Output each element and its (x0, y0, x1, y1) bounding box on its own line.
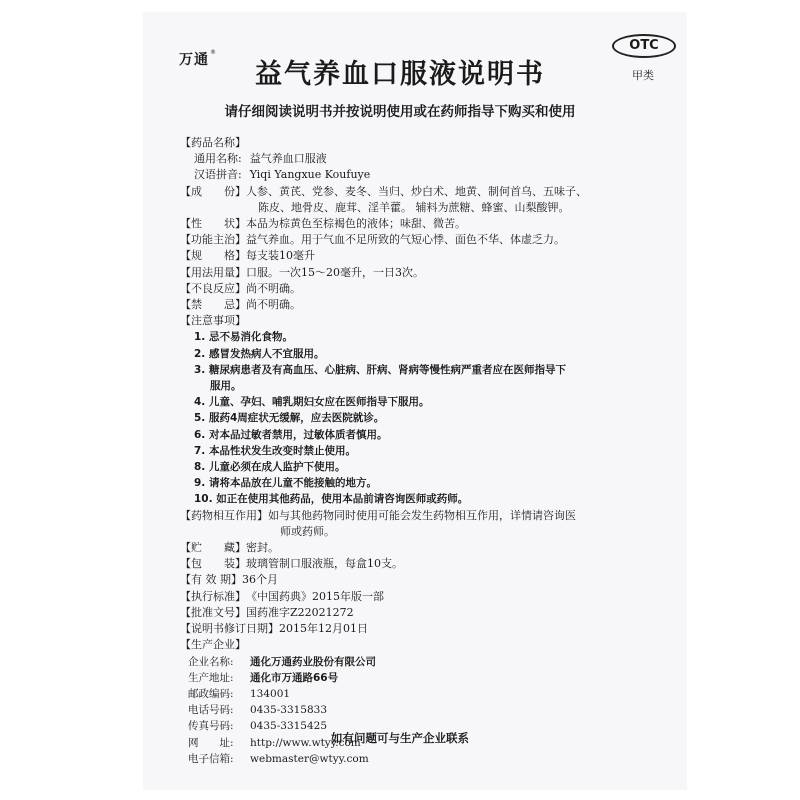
precaution-item: 10. 如正在使用其他药品，使用本品前请咨询医师或药师。 (194, 493, 469, 506)
precaution-item: 3. 糖尿病患者及有高血压、心脏病、肝病、肾病等慢性病严重者应在医师指导下 (194, 363, 566, 376)
interaction-row-cont: 师或药师。 (280, 524, 335, 538)
precaution-item: 8. 儿童必须在成人监护下使用。 (194, 461, 346, 474)
drug-name-header: 【药品名称】 (180, 136, 246, 149)
interaction-row: 【药物相互作用】 如与其他药物同时使用可能会发生药物相互作用，详情请咨询医 (180, 508, 576, 522)
ingredients-row: 【成 份】 人参、黄芪、党参、麦冬、当归、炒白术、地黄、制何首乌、五味子、 (180, 184, 587, 198)
precaution-item: 1. 忌不易消化食物。 (194, 331, 293, 344)
page-subtitle: 请仔细阅读说明书并按说明使用或在药师指导下购买和使用 (224, 104, 576, 120)
package-row: 【包 装】 玻璃管制口服液瓶，每盒10支。 (180, 557, 403, 571)
dosage-row: 【用法用量】 口服。一次15～20毫升，一日3次。 (180, 265, 424, 279)
contraindications-row: 【禁 忌】 尚不明确。 (180, 298, 301, 312)
ingredients-row-cont: 陈皮、地骨皮、鹿茸、淫羊藿。 辅料为蔗糖、蜂蜜、山梨酸钾。 (258, 200, 570, 214)
manufacturer-header: 【生产企业】 (180, 638, 246, 652)
footer-contact: 如有问题可与生产企业联系 (331, 731, 469, 745)
indications-row: 【功能主治】 益气养血。用于气血不足所致的气短心悸、面色不华、体虚乏力。 (180, 233, 565, 247)
precaution-item: 7. 本品性状发生改变时禁止使用。 (194, 444, 356, 457)
precaution-item: 2. 感冒发热病人不宜服用。 (194, 347, 325, 360)
validity-row: 【有 效 期】 36个月 (180, 573, 278, 587)
manufacturer-row: 电子信箱: webmaster@wtyy.com (188, 752, 369, 765)
manufacturer-row: 传真号码: 0435-3315425 (188, 720, 328, 733)
manufacturer-row: 邮政编码: 134001 (188, 687, 291, 700)
pinyin-row: 汉语拼音: Yiqi Yangxue Koufuye (194, 168, 371, 182)
standard-row: 【执行标准】 《中国药典》2015年版一部 (180, 589, 384, 603)
page-title: 益气养血口服液说明书 (255, 59, 545, 90)
precaution-item: 4. 儿童、孕妇、哺乳期妇女应在医师指导下服用。 (194, 396, 430, 409)
precaution-item: 6. 对本品过敏者禁用，过敏体质者慎用。 (194, 428, 388, 441)
otc-class: 甲类 (632, 69, 654, 82)
otc-badge: OTC (612, 34, 676, 58)
brand-logo: 万通® (179, 49, 217, 68)
revision-row: 【说明书修订日期】 2015年12月01日 (180, 622, 368, 636)
manufacturer-row: 企业名称: 通化万通药业股份有限公司 (188, 655, 376, 668)
manufacturer-row: 生产地址: 通化市万通路66号 (188, 671, 339, 684)
precaution-item-cont: 服用。 (210, 380, 242, 393)
leaflet-content (180, 135, 680, 767)
generic-name-row: 通用名称: 益气养血口服液 (194, 152, 327, 166)
precaution-item: 5. 服药4周症状无缓解，应去医院就诊。 (194, 412, 385, 425)
precautions-header: 【注意事项】 (180, 314, 246, 328)
storage-row: 【贮 藏】 密封。 (180, 541, 279, 555)
adverse-row: 【不良反应】 尚不明确。 (180, 281, 301, 295)
spec-row: 【规 格】 每支装10毫升 (180, 249, 315, 263)
character-row: 【性 状】 本品为棕黄色至棕褐色的液体；味甜、微苦。 (180, 217, 466, 231)
precaution-item: 9. 请将本品放在儿童不能接触的地方。 (194, 477, 377, 490)
approval-row: 【批准文号】 国药准字Z22021272 (180, 605, 354, 619)
manufacturer-row: 网 址: http://www.wtyy.com (188, 736, 361, 749)
manufacturer-row: 电话号码: 0435-3315833 (188, 704, 328, 717)
